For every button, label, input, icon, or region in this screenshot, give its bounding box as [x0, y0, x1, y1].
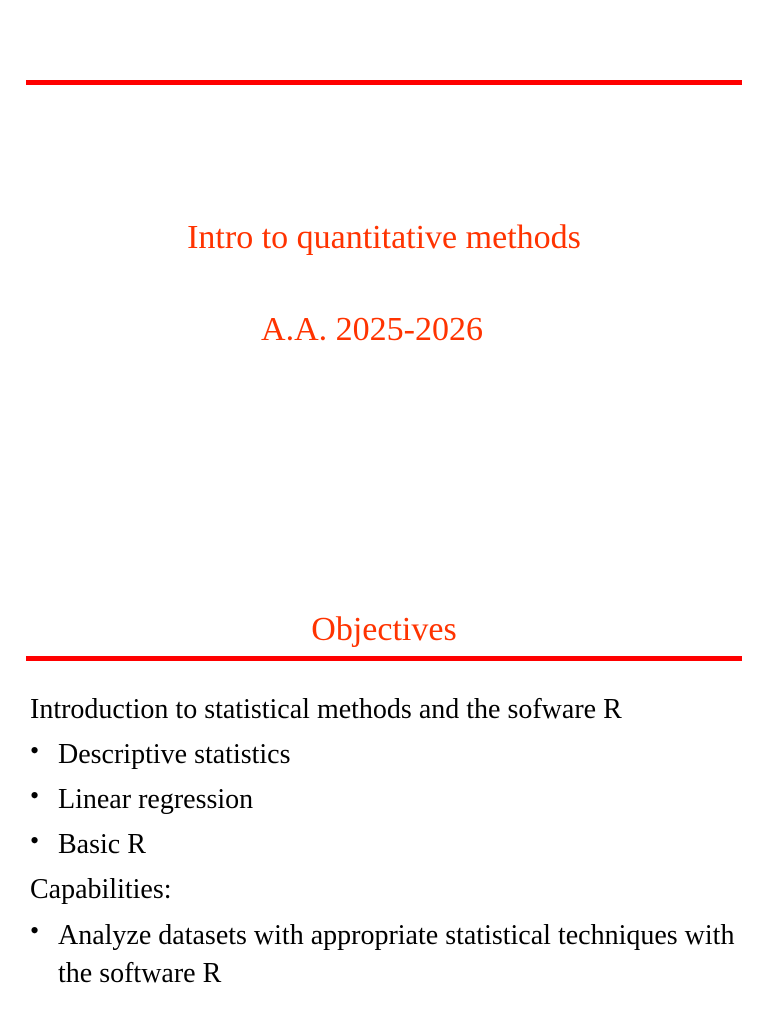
- capability-analyze-datasets: Analyze datasets with appropriate statistical techniques with the software R: [58, 920, 735, 989]
- capabilities-label: Capabilities:: [30, 874, 172, 905]
- objectives-divider-rule: [26, 656, 742, 661]
- topic-descriptive-statistics: Descriptive statistics: [58, 739, 291, 770]
- course-title: Intro to quantitative methods: [187, 219, 581, 256]
- top-divider-rule: [26, 80, 742, 85]
- bullet-icon: •: [30, 736, 40, 765]
- bullet-icon: •: [30, 826, 40, 855]
- bullet-icon: •: [30, 916, 40, 945]
- list-item: [30, 782, 742, 818]
- topic-linear-regression: Linear regression: [58, 784, 254, 815]
- bullet-icon: •: [30, 781, 40, 810]
- list-item: [30, 827, 742, 863]
- objectives-heading: Objectives: [311, 611, 457, 648]
- list-item: [30, 737, 742, 773]
- list-item: [30, 917, 742, 993]
- academic-year: A.A. 2025-2026: [261, 311, 483, 348]
- intro-line: Introduction to statistical methods and the sofware R: [30, 694, 622, 725]
- objectives-content: [30, 692, 742, 1002]
- topic-basic-r: Basic R: [58, 829, 146, 860]
